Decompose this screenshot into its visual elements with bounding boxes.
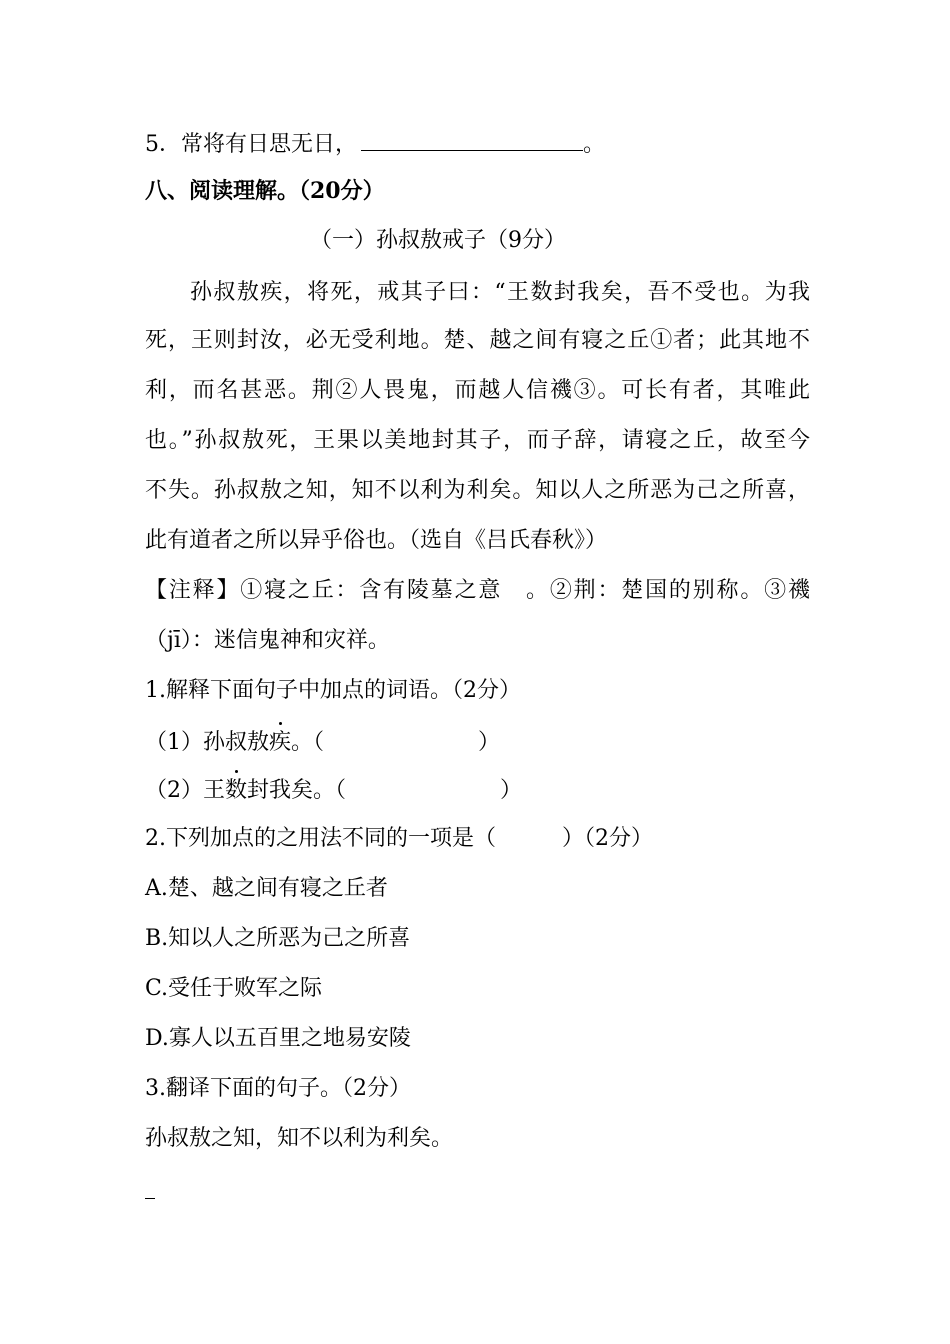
question-1-item-1 <box>145 728 810 758</box>
question-5 <box>145 128 810 160</box>
answer-blank[interactable] <box>361 128 583 151</box>
question-2-stem: 2.下列加点的之用法不同的一项是（ ）（2分） <box>145 826 653 851</box>
dotted-word: 疾 <box>269 728 291 758</box>
sentence-text: （2）王 <box>145 778 225 803</box>
option-d: D.寡人以五百里之地易安陵 <box>145 1026 411 1051</box>
question-3-stem: 3.翻译下面的句子。（2分） <box>145 1076 411 1101</box>
section-title: 八、阅读理解。（20分） <box>145 178 385 204</box>
answer-line-mark <box>145 1198 155 1199</box>
passage-line: 不失。孙叔敖之知，知不以利为利矣。知以人之所恶为己之所喜， <box>145 478 810 503</box>
passage-line: 孙叔敖疾，将死，戒其子曰：“王数封我矣，吾不受也。为我 <box>190 280 810 305</box>
answer-bracket[interactable]: 封我矣。（ ） <box>247 778 523 803</box>
passage-line: 利，而名甚恶。荆②人畏鬼，而越人信禨③。可长有者，其唯此 <box>145 378 810 403</box>
option-a: A.楚、越之间有寝之丘者 <box>145 876 388 901</box>
question-5-text: 5．常将有日思无日， <box>145 132 357 157</box>
question-5-end: 。 <box>583 132 606 157</box>
notes-line: 【注释】①寝之丘：含有陵墓之意 。②荆：楚国的别称。③禨 <box>145 578 810 603</box>
notes-line: （jī）：迷信鬼神和灾祥。 <box>145 628 390 653</box>
sentence-text: （1）孙叔敖 <box>145 730 269 755</box>
question-1-item-2 <box>145 776 810 806</box>
answer-bracket[interactable]: 。（ ） <box>291 730 501 755</box>
passage-line: 死，王则封汝，必无受利地。楚、越之间有寝之丘①者；此其地不 <box>145 328 810 353</box>
question-3-sentence: 孙叔敖之知，知不以利为利矣。 <box>145 1126 454 1151</box>
passage-line: 此有道者之所以异乎俗也。（选自《吕氏春秋》） <box>145 528 608 553</box>
passage-title: （一）孙叔敖戒子（9分） <box>310 228 566 253</box>
passage-line: 也。”孙叔敖死，王果以美地封其子，而子辞，请寝之丘，故至今 <box>145 428 810 453</box>
option-c: C.受任于败军之际 <box>145 976 323 1001</box>
option-b: B.知以人之所恶为己之所喜 <box>145 926 411 951</box>
question-1-stem: 1.解释下面句子中加点的词语。（2分） <box>145 678 521 703</box>
dotted-word: 数 <box>225 776 247 806</box>
